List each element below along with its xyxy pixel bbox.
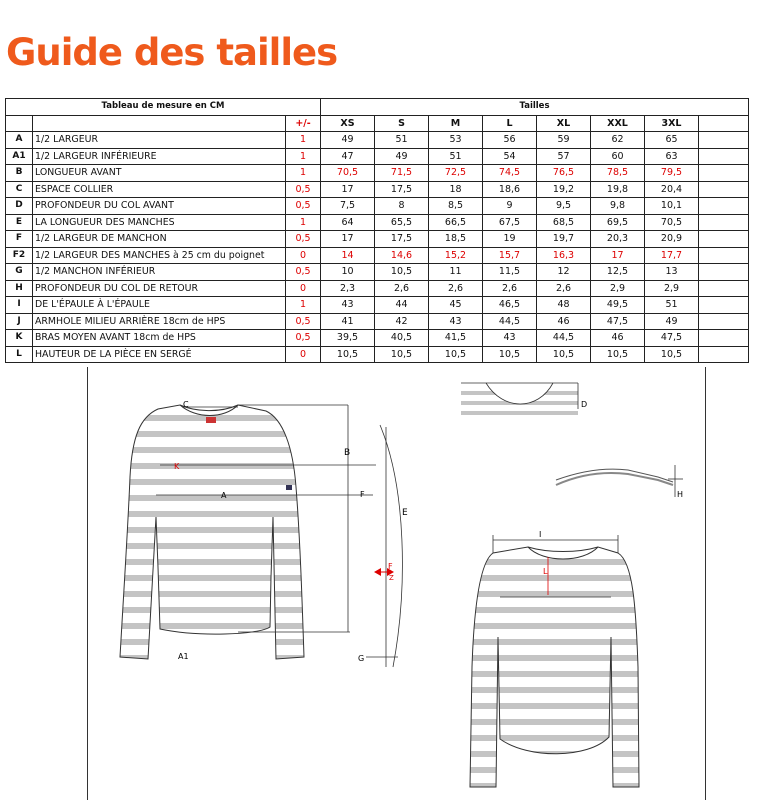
size-value: 44,5 — [483, 313, 537, 330]
row-tolerance: 0 — [286, 247, 321, 264]
row-tolerance: 0,5 — [286, 198, 321, 215]
size-value: 9 — [483, 198, 537, 215]
table-row — [6, 165, 749, 182]
size-value: 68,5 — [537, 214, 591, 231]
empty-cell — [33, 115, 286, 132]
row-tolerance: 0 — [286, 280, 321, 297]
size-value: 2,3 — [321, 280, 375, 297]
size-value: 66,5 — [429, 214, 483, 231]
size-value: 2,6 — [483, 280, 537, 297]
size-header: S — [375, 115, 429, 132]
size-value: 51 — [645, 297, 699, 314]
size-value: 64 — [321, 214, 375, 231]
size-value: 41 — [321, 313, 375, 330]
size-value: 56 — [483, 132, 537, 149]
size-value: 47 — [321, 148, 375, 165]
empty-cell — [699, 346, 749, 363]
row-tolerance: 0,5 — [286, 264, 321, 281]
empty-cell — [699, 330, 749, 347]
row-code: D — [6, 198, 33, 215]
row-label: DE L'ÉPAULE À L'ÉPAULE — [33, 297, 286, 314]
row-label: ARMHOLE MILIEU ARRIÈRE 18cm de HPS — [33, 313, 286, 330]
size-value: 10,5 — [645, 346, 699, 363]
garment-diagram — [88, 367, 707, 800]
size-value: 54 — [483, 148, 537, 165]
table-row — [6, 148, 749, 165]
back-shirt-stripes — [458, 537, 658, 797]
size-value: 44,5 — [537, 330, 591, 347]
size-value: 49 — [645, 313, 699, 330]
measure-header: Tableau de mesure en CM — [6, 99, 321, 116]
row-tolerance: 0,5 — [286, 313, 321, 330]
size-value: 46 — [591, 330, 645, 347]
size-value: 48 — [537, 297, 591, 314]
size-value: 78,5 — [591, 165, 645, 182]
size-value: 10 — [321, 264, 375, 281]
size-value: 59 — [537, 132, 591, 149]
size-header: 3XL — [645, 115, 699, 132]
table-row — [6, 313, 749, 330]
row-code: I — [6, 297, 33, 314]
size-value: 71,5 — [375, 165, 429, 182]
size-header: XS — [321, 115, 375, 132]
empty-cell — [699, 115, 749, 132]
size-value: 19 — [483, 231, 537, 248]
size-value: 9,5 — [537, 198, 591, 215]
size-value: 46 — [537, 313, 591, 330]
label-k: K — [174, 462, 180, 471]
sizes-header: Tailles — [321, 99, 749, 116]
size-value: 2,9 — [645, 280, 699, 297]
row-label: PROFONDEUR DU COL DE RETOUR — [33, 280, 286, 297]
empty-cell — [699, 313, 749, 330]
size-value: 19,8 — [591, 181, 645, 198]
row-label: LONGUEUR AVANT — [33, 165, 286, 182]
empty-cell — [699, 132, 749, 149]
size-value: 63 — [645, 148, 699, 165]
size-value: 51 — [429, 148, 483, 165]
size-value: 8,5 — [429, 198, 483, 215]
size-value: 46,5 — [483, 297, 537, 314]
label-f2: F — [388, 562, 393, 571]
label-a: A — [221, 491, 227, 500]
table-row — [6, 181, 749, 198]
table-row — [6, 231, 749, 248]
size-value: 10,5 — [375, 346, 429, 363]
row-tolerance: 1 — [286, 297, 321, 314]
table-row — [6, 346, 749, 363]
empty-cell — [699, 280, 749, 297]
size-value: 19,2 — [537, 181, 591, 198]
size-value: 51 — [375, 132, 429, 149]
size-header: XXL — [591, 115, 645, 132]
size-value: 74,5 — [483, 165, 537, 182]
size-value: 17 — [591, 247, 645, 264]
size-value: 49 — [375, 148, 429, 165]
row-code: A1 — [6, 148, 33, 165]
row-label: PROFONDEUR DU COL AVANT — [33, 198, 286, 215]
size-value: 13 — [645, 264, 699, 281]
row-label: 1/2 LARGEUR — [33, 132, 286, 149]
row-tolerance: 1 — [286, 148, 321, 165]
table-row — [6, 214, 749, 231]
row-code: G — [6, 264, 33, 281]
size-value: 10,5 — [321, 346, 375, 363]
empty-cell — [699, 198, 749, 215]
row-code: C — [6, 181, 33, 198]
size-value: 15,7 — [483, 247, 537, 264]
empty-cell — [699, 165, 749, 182]
size-table — [5, 98, 749, 363]
row-code: L — [6, 346, 33, 363]
size-value: 49,5 — [591, 297, 645, 314]
row-code: F — [6, 231, 33, 248]
size-value: 17,5 — [375, 231, 429, 248]
size-value: 20,4 — [645, 181, 699, 198]
row-tolerance: 0 — [286, 346, 321, 363]
size-value: 10,5 — [375, 264, 429, 281]
row-label: HAUTEUR DE LA PIÈCE EN SERGÉ — [33, 346, 286, 363]
size-value: 45 — [429, 297, 483, 314]
size-value: 41,5 — [429, 330, 483, 347]
label-g: G — [358, 654, 365, 663]
table-row — [6, 132, 749, 149]
row-label: 1/2 LARGEUR DE MANCHON — [33, 231, 286, 248]
empty-cell — [699, 297, 749, 314]
row-code: K — [6, 330, 33, 347]
size-label-row — [6, 115, 749, 132]
size-value: 17,5 — [375, 181, 429, 198]
page-title: Guide des tailles — [6, 31, 338, 74]
empty-cell — [699, 231, 749, 248]
row-tolerance: 0,5 — [286, 330, 321, 347]
size-value: 17,7 — [645, 247, 699, 264]
size-value: 17 — [321, 231, 375, 248]
label-c: C — [183, 400, 189, 409]
row-code: A — [6, 132, 33, 149]
row-code: H — [6, 280, 33, 297]
size-value: 14,6 — [375, 247, 429, 264]
label-l: L — [543, 567, 548, 576]
size-value: 19,7 — [537, 231, 591, 248]
size-value: 2,6 — [429, 280, 483, 297]
size-value: 15,2 — [429, 247, 483, 264]
label-e: E — [402, 508, 408, 518]
size-value: 53 — [429, 132, 483, 149]
label-f: F — [360, 490, 365, 499]
size-value: 79,5 — [645, 165, 699, 182]
table-header-row — [6, 99, 749, 116]
row-label: 1/2 MANCHON INFÉRIEUR — [33, 264, 286, 281]
size-value: 70,5 — [321, 165, 375, 182]
size-value: 2,9 — [591, 280, 645, 297]
row-tolerance: 1 — [286, 132, 321, 149]
size-value: 72,5 — [429, 165, 483, 182]
size-value: 10,1 — [645, 198, 699, 215]
size-value: 20,3 — [591, 231, 645, 248]
size-value: 43 — [483, 330, 537, 347]
size-value: 62 — [591, 132, 645, 149]
row-code: J — [6, 313, 33, 330]
size-value: 60 — [591, 148, 645, 165]
table-row — [6, 264, 749, 281]
size-value: 18,6 — [483, 181, 537, 198]
size-value: 42 — [375, 313, 429, 330]
size-value: 11,5 — [483, 264, 537, 281]
label-b: B — [344, 448, 351, 458]
size-value: 12,5 — [591, 264, 645, 281]
empty-cell — [699, 181, 749, 198]
row-label: LA LONGUEUR DES MANCHES — [33, 214, 286, 231]
size-value: 57 — [537, 148, 591, 165]
label-a1: A1 — [178, 652, 189, 661]
label-i: I — [539, 530, 542, 539]
empty-cell — [699, 148, 749, 165]
table-row — [6, 330, 749, 347]
size-value: 65,5 — [375, 214, 429, 231]
size-value: 47,5 — [591, 313, 645, 330]
size-value: 18,5 — [429, 231, 483, 248]
row-code: E — [6, 214, 33, 231]
size-value: 17 — [321, 181, 375, 198]
size-value: 2,6 — [375, 280, 429, 297]
empty-cell — [699, 214, 749, 231]
table-row — [6, 247, 749, 264]
size-value: 20,9 — [645, 231, 699, 248]
row-label: ESPACE COLLIER — [33, 181, 286, 198]
size-value: 11 — [429, 264, 483, 281]
size-value: 43 — [429, 313, 483, 330]
tolerance-header: +/- — [286, 115, 321, 132]
label-z: Z — [389, 574, 394, 582]
technical-drawing-area — [87, 367, 706, 800]
empty-cell — [699, 264, 749, 281]
row-label: 1/2 LARGEUR INFÉRIEURE — [33, 148, 286, 165]
size-value: 18 — [429, 181, 483, 198]
size-value: 10,5 — [537, 346, 591, 363]
row-tolerance: 0,5 — [286, 181, 321, 198]
label-h: H — [677, 490, 684, 499]
size-value: 8 — [375, 198, 429, 215]
table-row — [6, 280, 749, 297]
size-value: 70,5 — [645, 214, 699, 231]
table-row — [6, 297, 749, 314]
size-value: 16,3 — [537, 247, 591, 264]
size-value: 40,5 — [375, 330, 429, 347]
row-code: B — [6, 165, 33, 182]
size-value: 7,5 — [321, 198, 375, 215]
row-label: 1/2 LARGEUR DES MANCHES à 25 cm du poignet — [33, 247, 286, 264]
size-header: M — [429, 115, 483, 132]
row-tolerance: 0,5 — [286, 231, 321, 248]
size-value: 10,5 — [591, 346, 645, 363]
size-value: 44 — [375, 297, 429, 314]
size-value: 10,5 — [483, 346, 537, 363]
size-value: 43 — [321, 297, 375, 314]
label-d: D — [581, 400, 588, 409]
empty-cell — [6, 115, 33, 132]
size-value: 14 — [321, 247, 375, 264]
size-value: 49 — [321, 132, 375, 149]
table-row — [6, 198, 749, 215]
size-value: 47,5 — [645, 330, 699, 347]
row-tolerance: 1 — [286, 165, 321, 182]
size-value: 67,5 — [483, 214, 537, 231]
size-value: 9,8 — [591, 198, 645, 215]
size-value: 39,5 — [321, 330, 375, 347]
size-value: 69,5 — [591, 214, 645, 231]
row-label: BRAS MOYEN AVANT 18cm de HPS — [33, 330, 286, 347]
size-header: L — [483, 115, 537, 132]
row-code: F2 — [6, 247, 33, 264]
size-value: 76,5 — [537, 165, 591, 182]
size-value: 65 — [645, 132, 699, 149]
row-tolerance: 1 — [286, 214, 321, 231]
size-value: 2,6 — [537, 280, 591, 297]
size-value: 12 — [537, 264, 591, 281]
size-value: 10,5 — [429, 346, 483, 363]
size-header: XL — [537, 115, 591, 132]
empty-cell — [699, 247, 749, 264]
